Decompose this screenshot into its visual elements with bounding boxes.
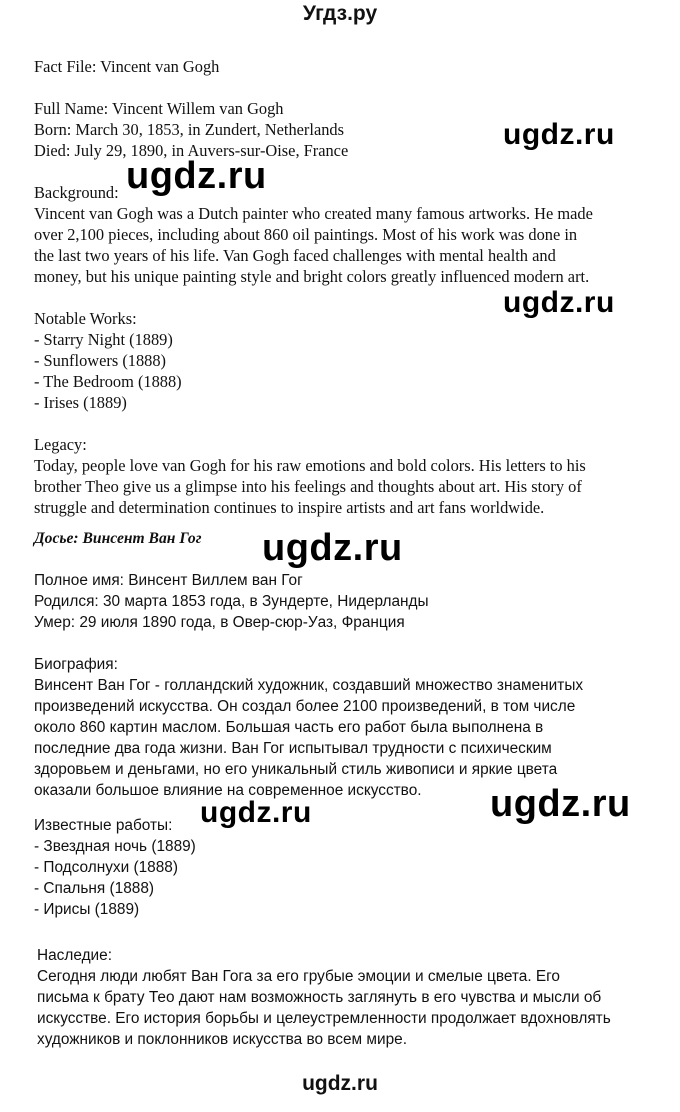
en-notable-item: - Starry Night (1889) (34, 330, 173, 349)
en-legacy-label: Legacy: (34, 435, 87, 454)
watermark: ugdz.ru (126, 155, 267, 197)
ru-works-label: Известные работы: (34, 817, 173, 834)
ru-works-item: - Ирисы (1889) (34, 901, 140, 918)
ru-full-name: Полное имя: Винсент Виллем ван Гог (34, 572, 303, 589)
en-background-line: Vincent van Gogh was a Dutch painter who created many famous artworks. He made (34, 204, 593, 223)
ru-biography-line: оказали большое влияние на современное искусство. (34, 782, 422, 799)
en-background-line: over 2,100 pieces, including about 860 oil paintings. Most of his work was done in (34, 225, 578, 244)
ru-biography-line: Винсент Ван Гог - голландский художник, создавший множество знаменитых (34, 677, 584, 694)
watermark: ugdz.ru (503, 286, 615, 319)
ru-legacy-line: искусстве. Его история борьбы и целеустремленности продолжает вдохновлять (37, 1010, 611, 1027)
en-background-label: Background: (34, 183, 119, 202)
en-died: Died: July 29, 1890, in Auvers-sur-Oise, France (34, 141, 349, 160)
ru-biography-line: произведений искусства. Он создал более 2100 произведений, в том числе (34, 698, 576, 715)
en-legacy-line: brother Theo give us a glimpse into his feelings and thoughts about art. His story of (34, 477, 582, 496)
en-notable-item: - Sunflowers (1888) (34, 351, 167, 370)
ru-biography-line: около 860 картин маслом. Большая часть его работ была выполнена в (34, 719, 544, 736)
en-legacy-line: struggle and determination continues to inspire artists and art fans worldwide. (34, 498, 545, 517)
en-background-line: the last two years of his life. Van Gogh faced challenges with mental health and (34, 246, 556, 265)
en-notable-label: Notable Works: (34, 309, 137, 328)
ru-biography-label: Биография: (34, 656, 118, 673)
ru-works-item: - Звездная ночь (1889) (34, 838, 196, 855)
en-background-line: money, but his unique painting style and bright colors greatly influenced modern art. (34, 267, 590, 286)
watermark: ugdz.ru (503, 118, 615, 151)
ru-legacy-line: Сегодня люди любят Ван Гога за его грубые эмоции и смелые цвета. Его (37, 968, 560, 985)
en-legacy-line: Today, people love van Gogh for his raw emotions and bold colors. His letters to his (34, 456, 586, 475)
ru-biography-line: здоровьем и деньгами, но его уникальный стиль живописи и яркие цвета (34, 761, 558, 778)
spacer (34, 77, 654, 98)
ru-works-item: - Спальня (1888) (34, 880, 155, 897)
ru-biography-line: последние два года жизни. Ван Гог испытывал трудности с психическим (34, 740, 552, 757)
en-born: Born: March 30, 1853, in Zundert, Netherlands (34, 120, 344, 139)
spacer (34, 413, 654, 434)
site-footer: ugdz.ru (302, 1072, 378, 1095)
spacer (34, 633, 654, 654)
ru-born: Родился: 30 марта 1853 года, в Зундерте, Нидерланды (34, 593, 429, 610)
en-notable-item: - Irises (1889) (34, 393, 127, 412)
ru-died: Умер: 29 июля 1890 года, в Овер-сюр-Уаз, Франция (34, 614, 405, 631)
ru-legacy-line: художников и поклонников искусства во всем мире. (37, 1031, 407, 1048)
ru-works-item: - Подсолнухи (1888) (34, 859, 178, 876)
ru-title: Досье: Винсент Ван Гог (34, 530, 202, 547)
spacer (34, 920, 654, 945)
watermark: ugdz.ru (490, 783, 631, 825)
en-notable-item: - The Bedroom (1888) (34, 372, 182, 391)
watermark: ugdz.ru (200, 796, 312, 829)
ru-legacy-label: Наследие: (37, 947, 112, 964)
en-full-name: Full Name: Vincent Willem van Gogh (34, 99, 284, 118)
en-title: Fact File: Vincent van Gogh (34, 57, 220, 76)
site-header: Угдз.ру (302, 2, 378, 25)
watermark: ugdz.ru (262, 527, 403, 569)
ru-legacy-line: письма к брату Тео дают нам возможность заглянуть в его чувства и мысли об (37, 989, 602, 1006)
